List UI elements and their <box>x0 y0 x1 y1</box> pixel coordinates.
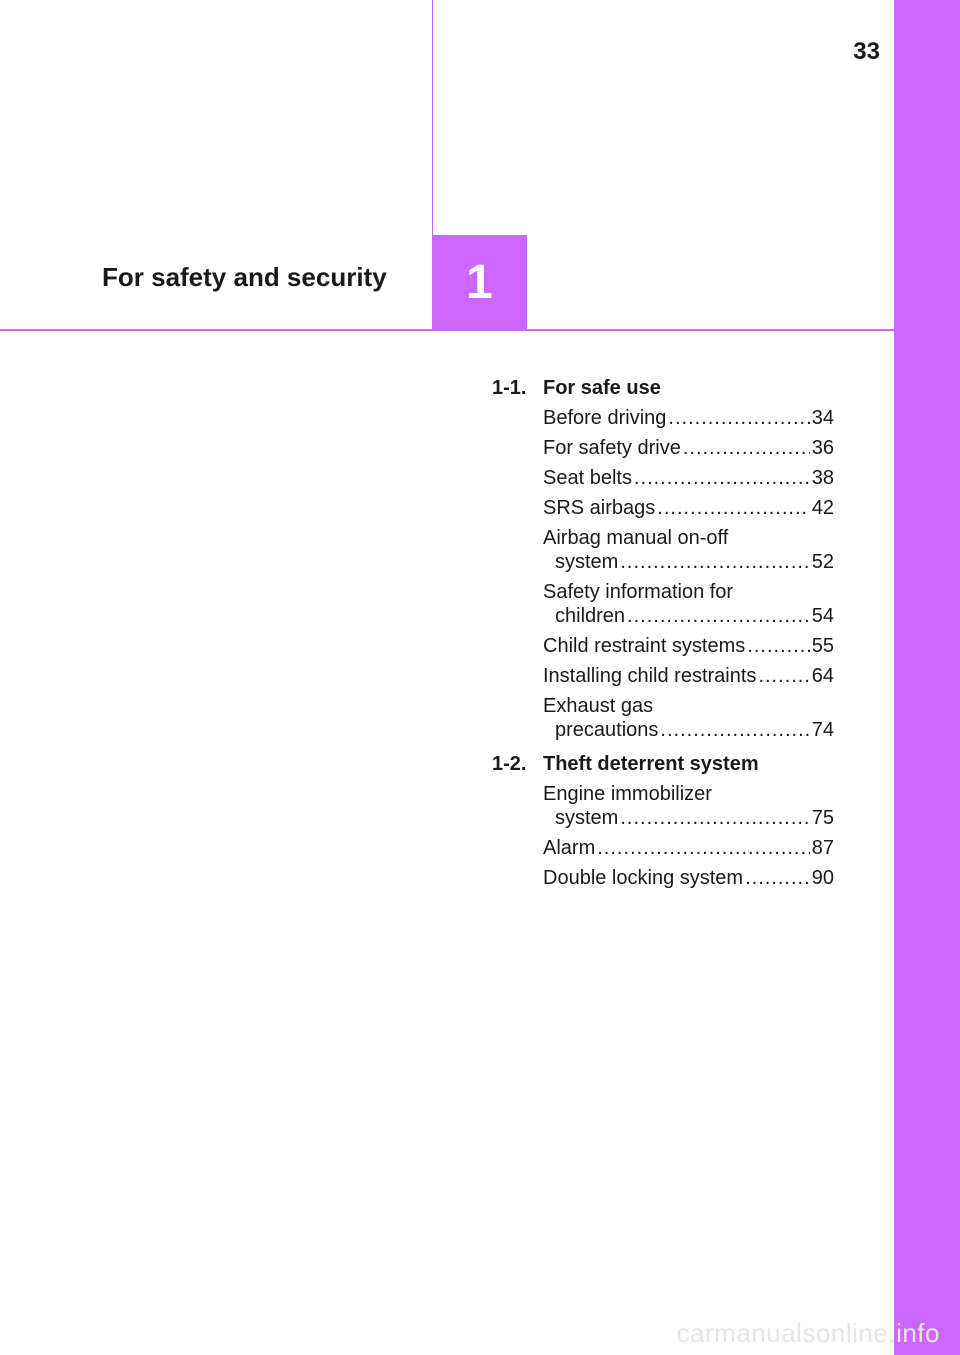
toc-entry-label: For safety drive <box>543 437 681 459</box>
toc-entry[interactable] <box>543 866 834 890</box>
dot-leader <box>683 436 810 460</box>
toc-entry-label: Airbag manual on-off <box>543 527 729 549</box>
toc-entry-page: 38 <box>811 467 834 489</box>
toc-entry-label: SRS airbags <box>543 497 656 519</box>
dot-leader <box>758 664 809 688</box>
dot-leader <box>620 550 809 574</box>
toc-entry-label: Installing child restraints <box>543 665 757 687</box>
toc-section <box>492 376 834 742</box>
toc-entry-label-continued: children <box>555 605 626 627</box>
toc-entry-label: Double locking system <box>543 867 744 889</box>
toc-entry-label: Child restraint systems <box>543 635 746 657</box>
toc-entry[interactable] <box>543 436 834 460</box>
toc-section-heading[interactable] <box>492 376 834 400</box>
toc-entry[interactable] <box>543 664 834 688</box>
page-number: 33 <box>853 38 880 65</box>
toc-entry[interactable] <box>543 406 834 430</box>
toc-entry-page: 34 <box>811 407 834 429</box>
toc-entry[interactable] <box>543 782 834 830</box>
dot-leader <box>627 604 810 628</box>
toc-entry-label-continued: system <box>555 807 619 829</box>
watermark: carmanualsonline.info <box>676 1318 940 1348</box>
toc-entry-page: 74 <box>811 719 834 741</box>
dot-leader <box>668 406 809 430</box>
toc-entry-label: Seat belts <box>543 467 632 489</box>
toc-entry-label-continued: system <box>555 551 619 573</box>
toc-section-title: Theft deterrent system <box>543 753 759 775</box>
toc-entry[interactable] <box>543 496 834 520</box>
chapter-number-badge: 1 <box>432 235 527 330</box>
dot-leader <box>660 718 809 742</box>
toc-entry-page: 75 <box>811 807 834 829</box>
toc-entry-label: Engine immobilizer <box>543 783 712 805</box>
toc-section <box>492 752 834 890</box>
toc-entry-label: Before driving <box>543 407 667 429</box>
chapter-side-tab <box>894 0 960 1355</box>
toc-entry-page: 87 <box>811 837 834 859</box>
toc-entry[interactable] <box>543 580 834 628</box>
toc-entry-page: 54 <box>811 605 834 627</box>
toc-entry-page: 90 <box>811 867 834 889</box>
toc-section-number: 1-1. <box>492 377 527 399</box>
dot-leader <box>620 806 809 830</box>
toc-entry-page: 42 <box>811 497 834 519</box>
table-of-contents <box>492 376 834 900</box>
toc-entry-label-continued: precautions <box>555 719 659 741</box>
toc-section-title: For safe use <box>543 377 661 399</box>
toc-entry-label: Alarm <box>543 837 596 859</box>
toc-entry[interactable] <box>543 836 834 860</box>
chapter-title: For safety and security <box>102 262 387 292</box>
dot-leader <box>745 866 810 890</box>
toc-section-heading[interactable] <box>492 752 834 776</box>
header-divider-vertical <box>432 0 433 236</box>
toc-entry-label: Safety information for <box>543 581 734 603</box>
dot-leader <box>657 496 809 520</box>
toc-entry[interactable] <box>543 466 834 490</box>
toc-entry-page: 55 <box>811 635 834 657</box>
toc-entry-page: 36 <box>811 437 834 459</box>
toc-entry-label: Exhaust gas <box>543 695 654 717</box>
toc-entry[interactable] <box>543 694 834 742</box>
toc-entry-page: 52 <box>811 551 834 573</box>
dot-leader <box>634 466 810 490</box>
dot-leader <box>597 836 810 860</box>
toc-entry[interactable] <box>543 634 834 658</box>
toc-entry[interactable] <box>543 526 834 574</box>
toc-section-number: 1-2. <box>492 753 527 775</box>
toc-entry-page: 64 <box>811 665 834 687</box>
dot-leader <box>747 634 809 658</box>
